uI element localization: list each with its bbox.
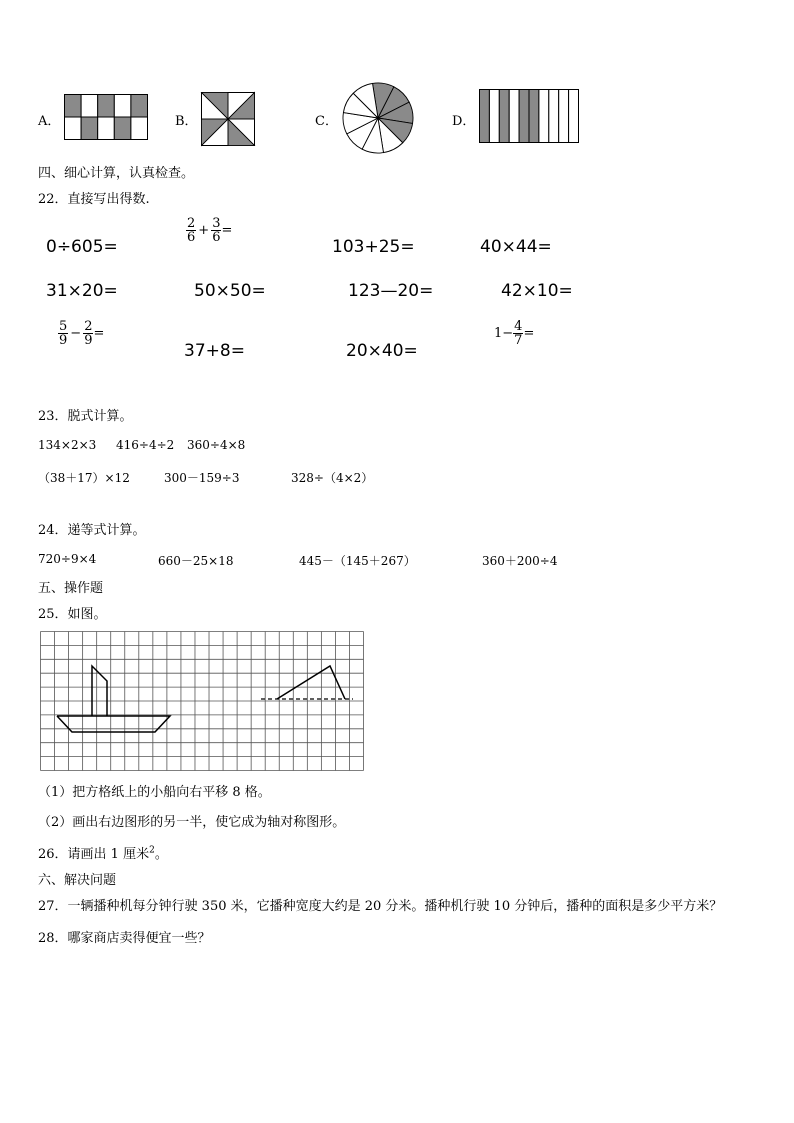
q24-title: 24．递等式计算。 bbox=[38, 523, 146, 538]
option-a-cell bbox=[131, 117, 148, 140]
option-a-cell bbox=[114, 95, 131, 118]
q23-e5: 300－159÷3 bbox=[164, 471, 240, 485]
q28: 28．哪家商店卖得便宜一些？ bbox=[38, 931, 211, 946]
option-a-figure bbox=[64, 94, 148, 140]
option-d-strip bbox=[499, 90, 509, 143]
q24-e4: 360＋200÷4 bbox=[482, 554, 558, 568]
option-d-strip bbox=[519, 90, 529, 143]
q25-grid-paper bbox=[40, 631, 364, 771]
section-6-heading: 六、解决问题 bbox=[38, 873, 117, 888]
q24-e3: 445－（145＋267） bbox=[299, 554, 416, 568]
q23-e6: 328÷（4×2） bbox=[291, 471, 374, 485]
q23-e4: （38＋17）×12 bbox=[38, 471, 130, 485]
q24-e2: 660－25×18 bbox=[158, 554, 234, 568]
option-a-cell bbox=[114, 117, 131, 140]
option-a-cell bbox=[65, 117, 82, 140]
option-c-label: C． bbox=[315, 114, 338, 129]
option-c-figure bbox=[342, 82, 414, 154]
option-a-cell bbox=[98, 95, 115, 118]
option-d-strip bbox=[480, 90, 490, 143]
option-a-cell bbox=[131, 95, 148, 118]
q25-sub2: （2）画出右边图形的另一半，使它成为轴对称图形。 bbox=[38, 815, 346, 830]
q22-r2c3: 123—20= bbox=[348, 281, 434, 301]
option-a-cell bbox=[98, 117, 115, 140]
q22-r3c3: 20×40= bbox=[346, 341, 418, 361]
option-d-strip bbox=[509, 90, 519, 143]
option-d-strip bbox=[549, 90, 559, 143]
option-d-label: D． bbox=[452, 114, 476, 129]
q22-r3c1: $\frac{5}{9}$ − $\frac{2}{9}$ = bbox=[59, 319, 105, 348]
section-5-heading: 五、操作题 bbox=[38, 581, 104, 596]
q22-r1c4: 40×44= bbox=[480, 237, 552, 257]
option-a-cell bbox=[81, 117, 98, 140]
q22-r3c4: 1− $\frac{4}{7}$ = bbox=[494, 319, 535, 348]
option-a-cell bbox=[81, 95, 98, 118]
q24-e1: 720÷9×4 bbox=[38, 552, 97, 566]
q22-r3c2: 37+8= bbox=[184, 341, 245, 361]
option-d-strip bbox=[489, 90, 499, 143]
option-d-figure bbox=[479, 89, 579, 143]
q22-r2c2: 50×50= bbox=[194, 281, 266, 301]
q23-e2: 416÷4÷2 bbox=[116, 438, 175, 452]
q22-r2c4: 42×10= bbox=[501, 281, 573, 301]
option-d-strip bbox=[529, 90, 539, 143]
option-b-figure bbox=[201, 92, 255, 146]
half-figure bbox=[277, 666, 345, 699]
option-a-cell bbox=[65, 95, 82, 118]
q23-e3: 360÷4×8 bbox=[187, 438, 246, 452]
q25-title: 25．如图。 bbox=[38, 607, 107, 622]
q23-title: 23．脱式计算。 bbox=[38, 409, 133, 424]
q22-title: 22．直接写出得数. bbox=[38, 192, 150, 207]
section-4-heading: 四、细心计算，认真检查。 bbox=[38, 166, 195, 181]
option-d-strip bbox=[539, 90, 549, 143]
option-b-label: B． bbox=[175, 114, 198, 129]
q22-r2c1: 31×20= bbox=[46, 281, 118, 301]
q25-sub1: （1）把方格纸上的小船向右平移 8 格。 bbox=[38, 785, 271, 800]
option-a-label: A． bbox=[38, 114, 61, 129]
option-d-strip bbox=[569, 90, 579, 143]
q22-r1c2: $\frac{2}{6}$ + $\frac{3}{6}$ = bbox=[187, 216, 233, 245]
q27: 27．一辆播种机每分钟行驶 350 米，它播种宽度大约是 20 分米。播种机行驶 10 分钟后，播种的面积是多少平方米？ bbox=[38, 899, 723, 914]
q26: 26．请画出 1 厘米$^2$。 bbox=[38, 845, 168, 862]
option-d-strip bbox=[559, 90, 569, 143]
q23-e1: 134×2×3 bbox=[38, 438, 97, 452]
q22-r1c1: 0÷605= bbox=[46, 237, 118, 257]
q22-r1c3: 103+25= bbox=[332, 237, 415, 257]
